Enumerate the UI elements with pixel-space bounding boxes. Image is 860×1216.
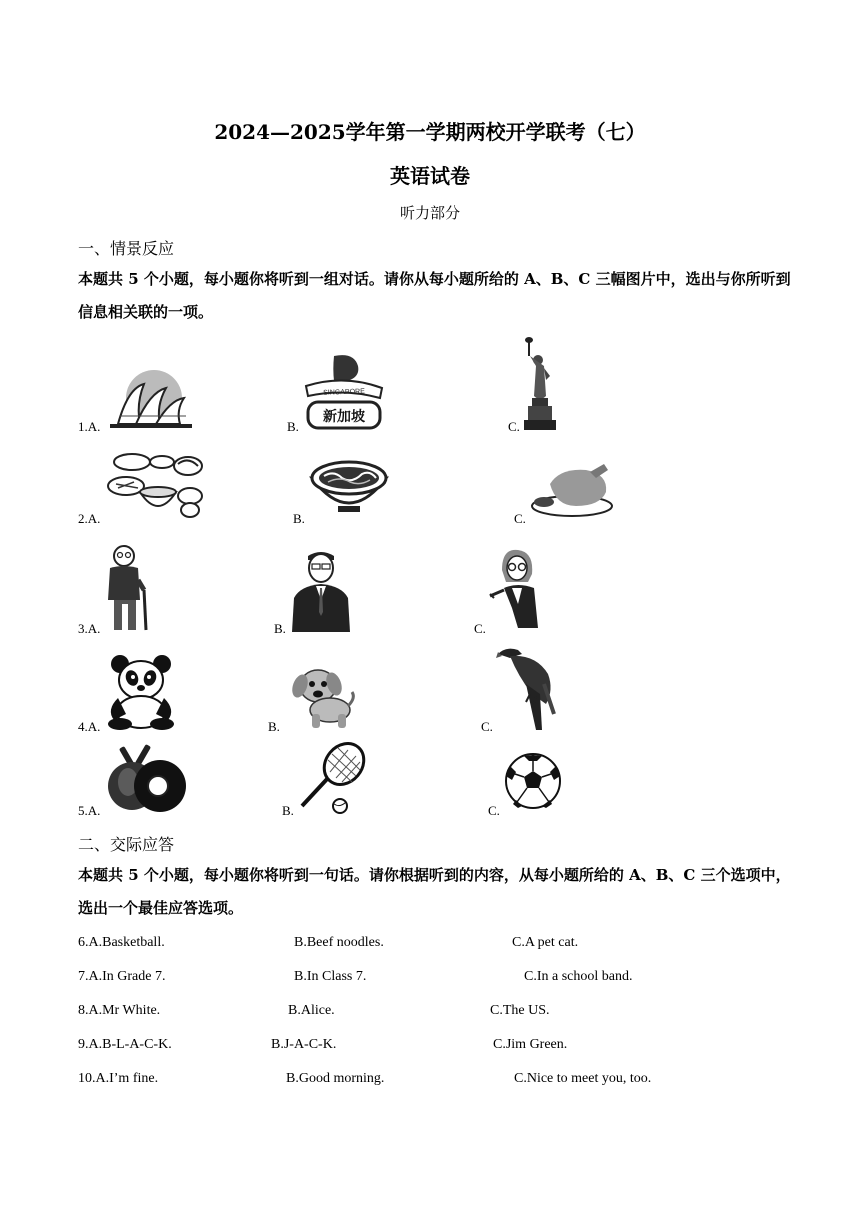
- roast-chicken-icon: [530, 462, 614, 518]
- man-in-suit-icon: [290, 548, 352, 632]
- puppy-icon: [288, 666, 356, 730]
- part-heading: 听力部分: [399, 204, 460, 222]
- noodle-bowl-icon: [308, 454, 390, 518]
- q3-option-b-label: B.: [274, 621, 286, 636]
- q6-option-a: 6.A.Basketball.: [78, 935, 165, 950]
- q10-option-c: C.Nice to meet you, too.: [514, 1071, 652, 1086]
- section1-instruction: 本题共 5 个小题，每小题你将听到一组对话。请你从每小题所给的 A、B、C 三幅图片中，选出与你所听到信息相关联的一项。: [78, 270, 791, 321]
- q9-option-b: B.J-A-C-K.: [271, 1037, 337, 1052]
- q6-option-c: C.A pet cat.: [512, 935, 579, 950]
- panda-icon: [104, 654, 178, 730]
- merlion-banner-text: SINGAPORE: [323, 388, 365, 397]
- q5-option-b-label: B.: [282, 803, 294, 818]
- q8-option-a: 8.A.Mr White.: [78, 1003, 161, 1018]
- singapore-merlion-icon: [300, 352, 388, 432]
- q10-option-a: 10.A.I’m fine.: [78, 1071, 159, 1086]
- q6-option-b: B.Beef noodles.: [294, 935, 384, 950]
- eagle-icon: [496, 644, 556, 732]
- exam-title: 2024—2025学年第一学期两校开学联考（七）: [214, 120, 646, 144]
- q7-option-c: C.In a school band.: [524, 969, 633, 984]
- ping-pong-paddles-icon: [106, 742, 190, 814]
- section1-heading: 一、情景反应: [78, 239, 175, 258]
- q1-option-c-label: C.: [508, 419, 520, 434]
- old-man-with-cane-icon: [104, 544, 154, 632]
- q5-option-c-label: C.: [488, 803, 500, 818]
- q7-option-b: B.In Class 7.: [294, 969, 367, 984]
- section2-heading: 二、交际应答: [78, 835, 175, 854]
- q7-option-a: 7.A.In Grade 7.: [78, 969, 166, 984]
- tennis-racket-icon: [298, 742, 368, 816]
- q4-option-a-label: 4.A.: [78, 719, 101, 734]
- merlion-label-text: 新加坡: [323, 409, 365, 425]
- q4-option-c-label: C.: [481, 719, 493, 734]
- q9-option-a: 9.A.B-L-A-C-K.: [78, 1037, 172, 1052]
- woman-with-glasses-icon: [488, 548, 546, 632]
- statue-of-liberty-icon: [520, 336, 560, 432]
- sydney-opera-house-icon: [106, 366, 196, 430]
- q2-option-b-label: B.: [293, 511, 305, 526]
- q1-option-a-label: 1.A.: [78, 419, 101, 434]
- q8-option-c: C.The US.: [490, 1003, 550, 1018]
- q5-option-a-label: 5.A.: [78, 803, 101, 818]
- exam-subtitle: 英语试卷: [390, 164, 470, 188]
- q2-option-a-label: 2.A.: [78, 511, 101, 526]
- q3-option-a-label: 3.A.: [78, 621, 101, 636]
- q4-option-b-label: B.: [268, 719, 280, 734]
- chinese-dishes-icon: [104, 448, 204, 522]
- section2-instruction: 本题共 5 个小题，每小题你将听到一句话。请你根据听到的内容，从每小题所给的 A、B、C 三个选项中，选出一个最佳应答选项。: [78, 866, 791, 917]
- q1-option-b-label: B.: [287, 419, 299, 434]
- q9-option-c: C.Jim Green.: [493, 1037, 568, 1052]
- q8-option-b: B.Alice.: [288, 1003, 335, 1018]
- q3-option-c-label: C.: [474, 621, 486, 636]
- q10-option-b: B.Good morning.: [286, 1071, 385, 1086]
- q2-option-c-label: C.: [514, 511, 526, 526]
- soccer-ball-icon: [504, 752, 562, 810]
